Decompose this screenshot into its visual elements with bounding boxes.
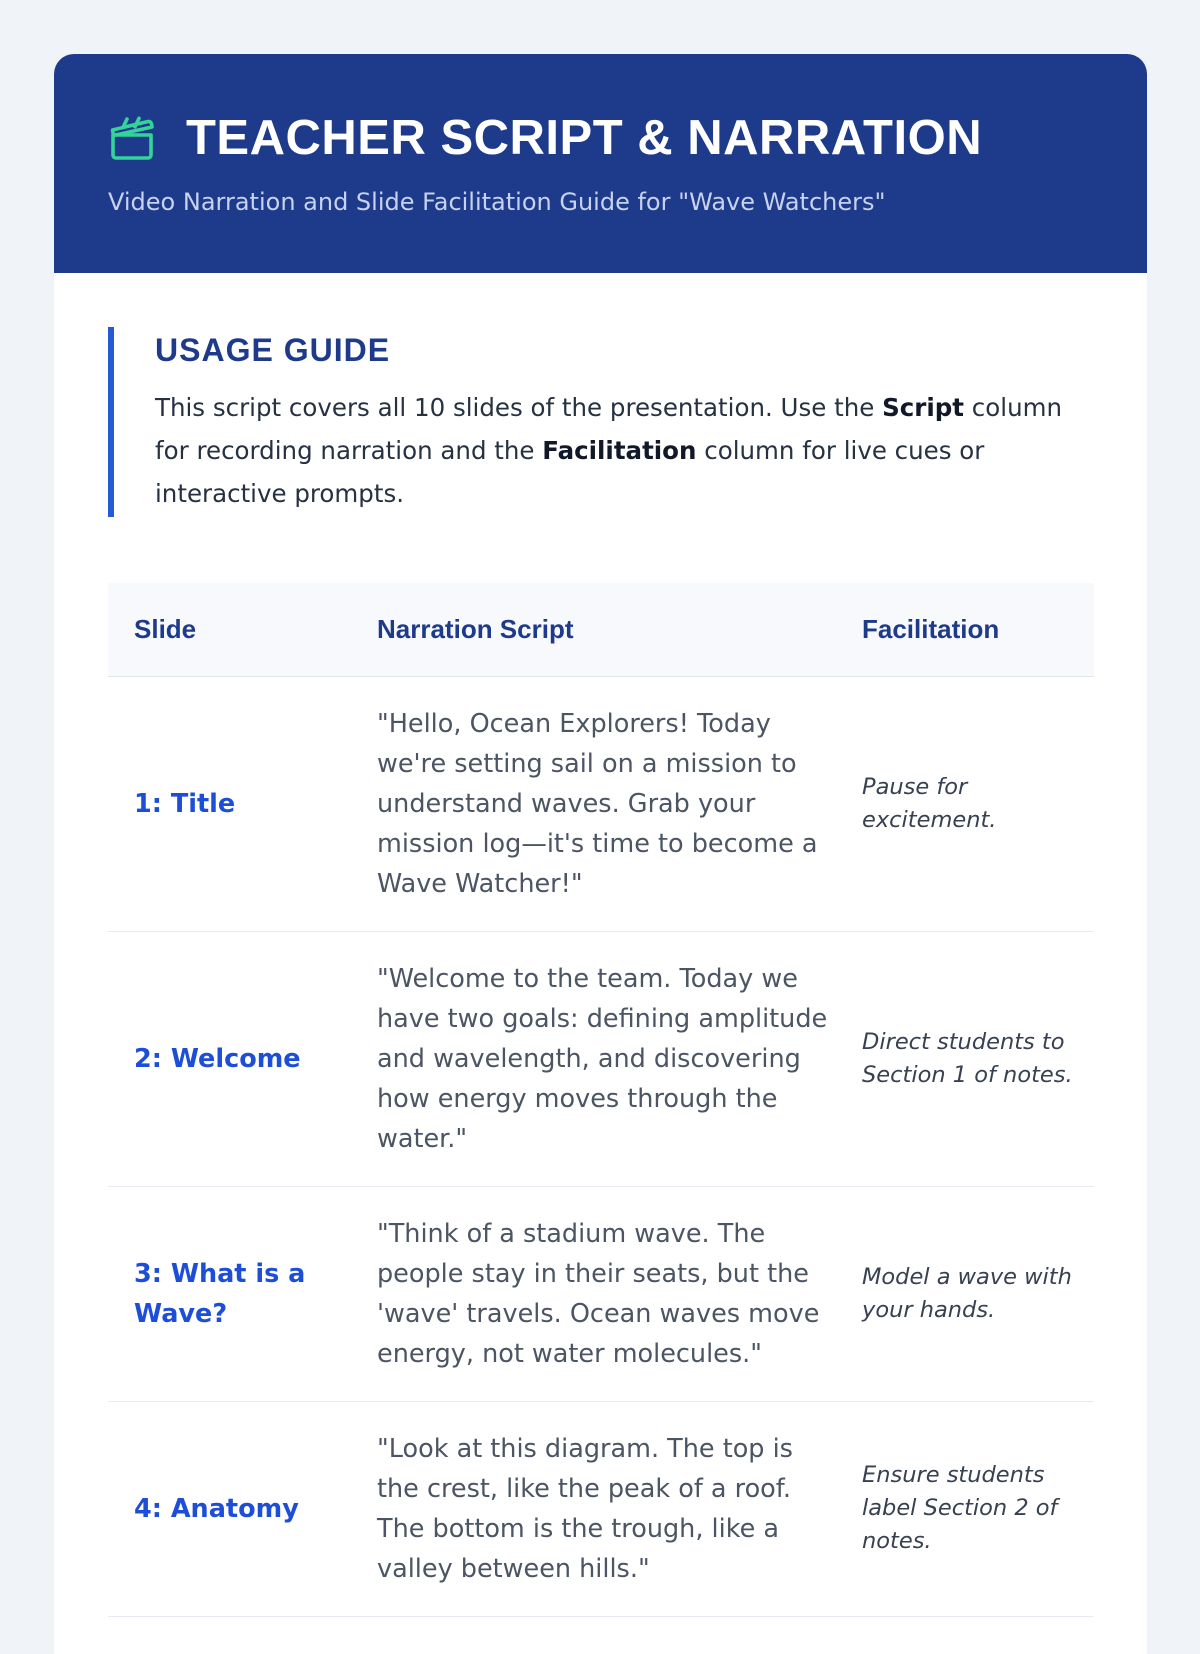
usage-bold-script: Script <box>882 393 965 422</box>
main-content <box>54 273 1147 1617</box>
facilitation-cell: Ensure students label Section 2 of notes. <box>862 1462 1058 1554</box>
usage-bold-facilitation: Facilitation <box>542 436 697 465</box>
script-card <box>54 54 1147 1654</box>
usage-text-part2: column for recording narration and the <box>155 393 1062 465</box>
usage-guide-text <box>155 386 1093 515</box>
script-cell: "Welcome to the team. Today we have two goals: defining amplitude and wavelength, and discovering how energy moves through the water." <box>377 963 828 1154</box>
slide-cell: 4: Anatomy <box>134 1493 299 1524</box>
table-body <box>108 676 1094 1616</box>
column-header-narration: Narration Script <box>377 613 574 644</box>
table-row <box>108 931 1094 1186</box>
clapperboard-icon <box>108 114 156 162</box>
table-row <box>108 1401 1094 1616</box>
slide-cell: 3: What is a Wave? <box>134 1258 306 1329</box>
script-cell: "Hello, Ocean Explorers! Today we're setting sail on a mission to understand waves. Grab your mission log—it's time to become a Wave Watcher!" <box>377 708 818 899</box>
page-title: TEACHER SCRIPT & NARRATION <box>186 111 983 165</box>
facilitation-cell: Direct students to Section 1 of notes. <box>862 1028 1073 1088</box>
table-row <box>108 676 1094 931</box>
script-cell: "Look at this diagram. The top is the crest, like the peak of a roof. The bottom is the trough, like a valley between hills." <box>377 1433 793 1584</box>
page-header <box>54 54 1147 273</box>
table-header <box>108 583 1094 676</box>
usage-guide-title: USAGE GUIDE <box>155 332 391 368</box>
column-header-facilitation: Facilitation <box>862 613 1000 644</box>
facilitation-cell: Model a wave with your hands. <box>862 1263 1072 1323</box>
usage-guide <box>108 327 1093 517</box>
facilitation-cell: Pause for excitement. <box>862 773 997 833</box>
script-table <box>108 583 1094 1617</box>
table-header-row <box>108 583 1094 676</box>
usage-text-part3: column for live cues or interactive prompts. <box>155 436 985 508</box>
usage-text-part1: This script covers all 10 slides of the presentation. Use the <box>155 393 883 422</box>
slide-cell: 1: Title <box>134 788 236 819</box>
title-row <box>108 106 1093 170</box>
page-subtitle: Video Narration and Slide Facilitation Guide for "Wave Watchers" <box>108 188 886 216</box>
column-header-slide: Slide <box>134 613 197 644</box>
table-row <box>108 1186 1094 1401</box>
script-cell: "Think of a stadium wave. The people stay in their seats, but the 'wave' travels. Ocean waves move energy, not water molecules." <box>377 1218 820 1369</box>
slide-cell: 2: Welcome <box>134 1043 301 1074</box>
